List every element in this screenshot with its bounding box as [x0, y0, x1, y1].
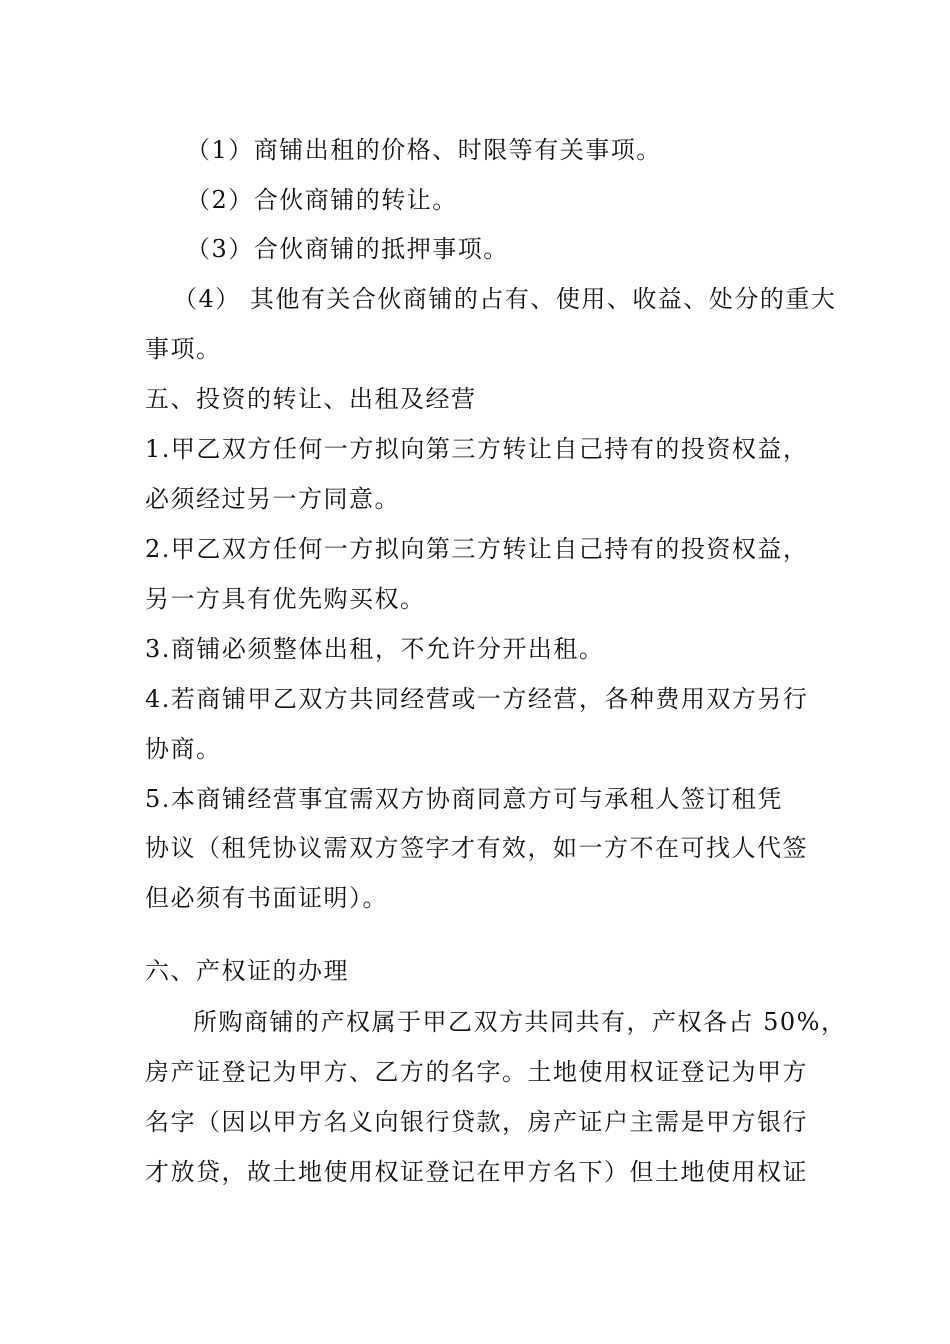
section-6-title: 六、产权证的办理: [145, 957, 349, 985]
section-5-line: 但必须有书面证明）。: [145, 884, 388, 912]
section-5-line: 必须经过另一方同意。: [145, 485, 400, 513]
section-5-line: 4.若商铺甲乙双方共同经营或一方经营，各种费用双方另行: [145, 685, 809, 713]
item-4-continued: 事项。: [145, 335, 222, 363]
section-5-line: 5.本商铺经营事宜需双方协商同意方可与承租人签订租凭: [145, 785, 783, 813]
section-6-line: 才放贷，故土地使用权证登记在甲方名下）但土地使用权证: [145, 1158, 808, 1186]
section-5-line: 3.商铺必须整体出租，不允许分开出租。: [145, 635, 605, 663]
section-5-title: 五、投资的转让、出租及经营: [145, 385, 477, 413]
section-5-line: 协议（租凭协议需双方签字才有效，如一方不在可找人代签: [145, 834, 808, 862]
item-2: （2）合伙商铺的转让。: [186, 186, 458, 214]
item-3: （3）合伙商铺的抵押事项。: [186, 235, 509, 263]
section-5-line: 2.甲乙双方任何一方拟向第三方转让自己持有的投资权益，: [145, 535, 809, 563]
section-6-line: 房产证登记为甲方、乙方的名字。土地使用权证登记为甲方: [145, 1058, 808, 1086]
item-1: （1）商铺出租的价格、时限等有关事项。: [186, 136, 662, 164]
section-5-line: 1.甲乙双方任何一方拟向第三方转让自己持有的投资权益，: [145, 435, 809, 463]
section-6-line: 名字（因以甲方名义向银行贷款，房产证户主需是甲方银行: [145, 1108, 808, 1136]
item-4: （4） 其他有关合伙商铺的占有、使用、收益、处分的重大: [173, 285, 837, 313]
section-5-line: 另一方具有优先购买权。: [145, 585, 426, 613]
section-6-line: 所购商铺的产权属于甲乙双方共同共有，产权各占 50%，: [193, 1008, 847, 1036]
section-5-line: 协商。: [145, 735, 222, 763]
